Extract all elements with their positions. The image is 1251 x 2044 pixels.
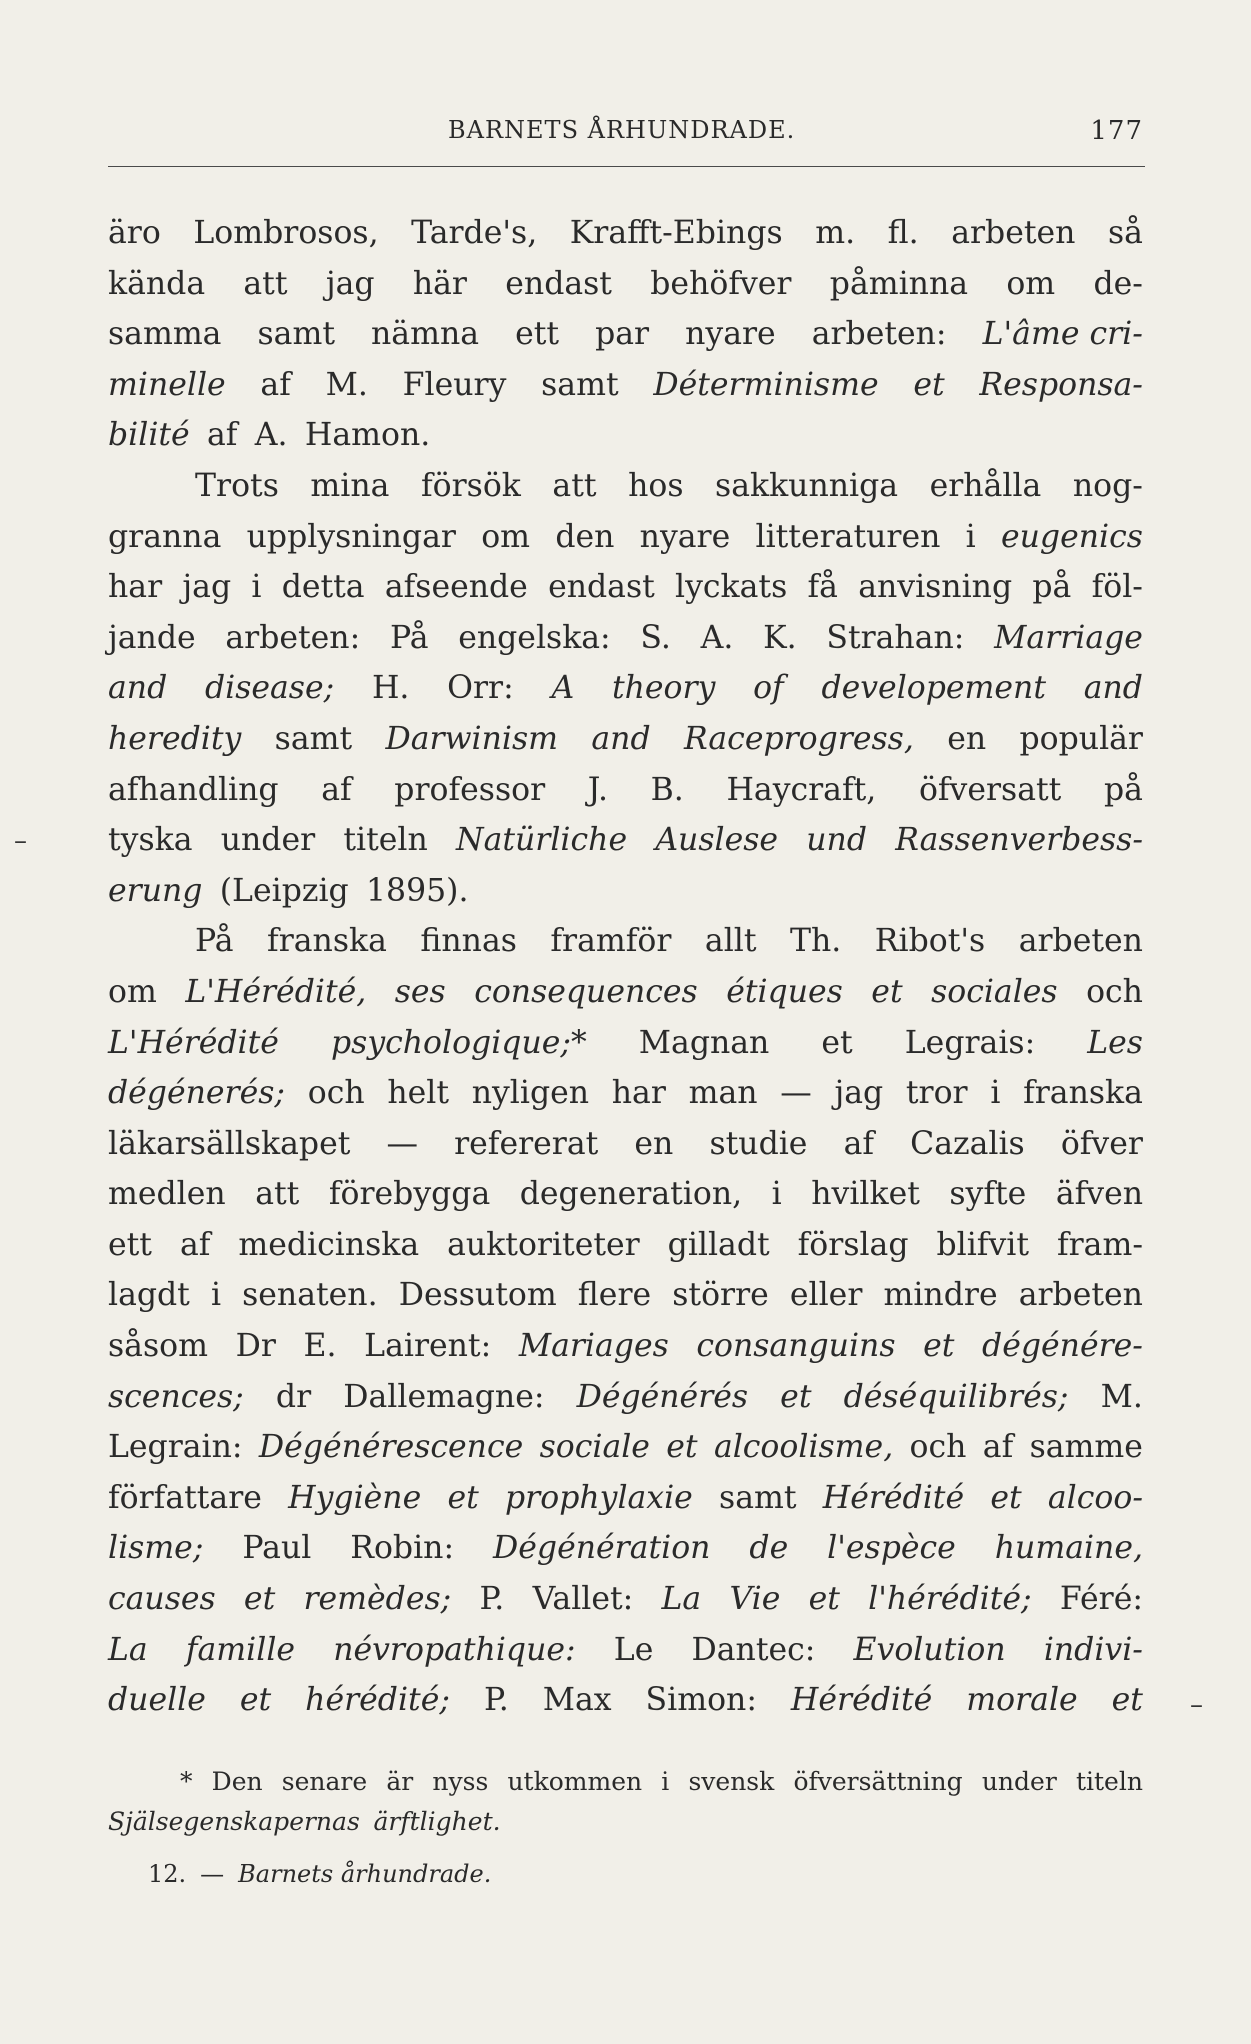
- word: granna: [108, 518, 222, 555]
- word: större: [672, 1277, 769, 1314]
- word: psychologique;*: [330, 1024, 587, 1061]
- word: fl.: [887, 215, 919, 251]
- word: und: [806, 822, 868, 859]
- text-line: [108, 765, 1143, 816]
- word: par: [595, 316, 650, 353]
- word: —: [386, 1125, 418, 1162]
- word: på: [1032, 569, 1072, 606]
- word: att: [243, 265, 288, 302]
- word: Lombrosos,: [193, 215, 379, 251]
- running-head: [108, 116, 1143, 146]
- word: J.: [587, 771, 608, 808]
- word: erung: [108, 872, 203, 909]
- word: H.: [371, 670, 410, 707]
- word: nyss: [432, 1767, 489, 1796]
- word: och: [1086, 973, 1143, 1010]
- word: ses: [394, 973, 446, 1010]
- word: den: [555, 518, 615, 555]
- word: névropathique:: [333, 1631, 576, 1668]
- word: Responsa-: [979, 366, 1143, 403]
- word: Rassenverbess-: [895, 822, 1143, 859]
- word: A: [551, 670, 575, 707]
- word: et: [821, 1024, 853, 1061]
- word: ett: [108, 1226, 152, 1263]
- word: tror: [905, 1075, 968, 1112]
- word: litteraturen: [755, 518, 941, 555]
- word: helt: [387, 1075, 450, 1112]
- text-line: [108, 1762, 1143, 1802]
- word: förslag: [797, 1226, 909, 1263]
- word: hvilket: [811, 1176, 920, 1213]
- word: syfte: [949, 1176, 1027, 1213]
- word: Raceprogress,: [683, 720, 914, 757]
- word: eller: [789, 1277, 863, 1314]
- word: déséquilibrés;: [843, 1378, 1069, 1415]
- word: nämna: [371, 316, 480, 353]
- word: lyckats: [675, 569, 788, 606]
- word: samt: [719, 1479, 797, 1516]
- word: af: [321, 771, 352, 808]
- word: S.: [640, 619, 671, 656]
- word: medlen: [108, 1176, 226, 1213]
- word: duelle: [108, 1682, 206, 1719]
- word: i: [990, 1075, 1001, 1112]
- word: endast: [548, 569, 655, 606]
- text-line: [108, 1422, 1143, 1473]
- word: af: [207, 417, 238, 454]
- text-line: [108, 360, 1143, 411]
- word: om: [1006, 265, 1056, 302]
- word: nyare: [685, 316, 776, 353]
- word: Fleury: [402, 366, 507, 403]
- word: arbeten:: [811, 316, 947, 353]
- word: (Leipzig: [219, 872, 349, 909]
- text-line: [108, 562, 1143, 613]
- word: Hérédité: [790, 1682, 933, 1719]
- word: titeln: [343, 822, 428, 859]
- word: Magnan: [638, 1024, 770, 1061]
- word: tyska: [108, 822, 193, 859]
- word: nyare: [639, 518, 731, 555]
- header-rule: [108, 166, 1145, 167]
- word: et: [447, 1479, 479, 1516]
- word: och: [909, 1429, 967, 1466]
- word: K.: [763, 619, 797, 656]
- word: läkarsällskapet: [108, 1125, 351, 1162]
- text-line: [108, 410, 1143, 461]
- word: causes: [108, 1581, 216, 1618]
- word: Den: [211, 1767, 263, 1796]
- text-line: [108, 259, 1143, 310]
- word: Legrais:: [904, 1024, 1036, 1061]
- word: Dessutom: [398, 1277, 557, 1314]
- word: Orr:: [447, 670, 514, 707]
- word: af: [843, 1125, 875, 1162]
- word: l'hérédité;: [868, 1581, 1032, 1618]
- text-line: [108, 1068, 1143, 1119]
- word: humaine,: [994, 1530, 1143, 1567]
- word: Vallet:: [532, 1581, 634, 1618]
- word: dégénére-: [982, 1328, 1143, 1365]
- word: påminna: [829, 265, 969, 302]
- word: indivi-: [1043, 1631, 1143, 1668]
- word: Max: [542, 1682, 612, 1719]
- word: en: [634, 1125, 674, 1162]
- word: professor: [394, 771, 546, 808]
- word: et: [871, 973, 903, 1010]
- word: scences;: [108, 1378, 244, 1415]
- text-line: [108, 714, 1143, 765]
- word: jag: [834, 1075, 884, 1112]
- body-text: [108, 208, 1143, 1726]
- word: Paul: [242, 1530, 312, 1567]
- word: sakkunniga: [715, 467, 899, 504]
- word: föl-: [1091, 569, 1143, 606]
- word: upplysningar: [246, 518, 456, 555]
- word: Dr: [235, 1328, 276, 1365]
- word: consanguins: [696, 1328, 896, 1365]
- word: dr: [275, 1378, 312, 1415]
- word: medicinska: [238, 1226, 420, 1263]
- word: E.: [303, 1328, 337, 1365]
- word: mina: [310, 467, 390, 504]
- signature-number: 12.: [148, 1860, 187, 1888]
- text-line: [108, 663, 1143, 714]
- word: et: [1111, 1682, 1143, 1719]
- word: På: [389, 619, 429, 656]
- word: populär: [1019, 720, 1143, 757]
- word: et: [923, 1328, 955, 1365]
- word: att: [552, 467, 597, 504]
- word: jag: [182, 569, 232, 606]
- word: detta: [281, 569, 365, 606]
- word: Darwinism: [385, 720, 559, 757]
- word: senaten.: [242, 1277, 378, 1314]
- margin-dash: –: [1190, 1690, 1203, 1720]
- word: afhandling: [108, 771, 279, 808]
- footnote: [108, 1762, 1143, 1842]
- word: blifvit: [936, 1226, 1029, 1263]
- word: arbeten:: [225, 619, 361, 656]
- word: under: [981, 1767, 1057, 1796]
- word: engelska:: [458, 619, 611, 656]
- text-line: [108, 1625, 1143, 1676]
- word: studie: [709, 1125, 808, 1162]
- text-line: [108, 1372, 1143, 1423]
- text-line: [108, 1220, 1143, 1271]
- word: samma: [108, 316, 222, 353]
- word: disease;: [204, 670, 335, 707]
- word: så: [1108, 215, 1143, 251]
- word: i: [661, 1767, 670, 1796]
- text-line: [108, 1321, 1143, 1372]
- word: Marriage: [994, 619, 1143, 656]
- text-line: [108, 309, 1143, 360]
- signature-line: [148, 1860, 491, 1888]
- word: dégénerés;: [108, 1075, 286, 1112]
- word: et: [913, 366, 945, 403]
- word: et: [666, 1429, 698, 1466]
- text-line: [108, 1675, 1143, 1726]
- word: bilité: [108, 417, 190, 454]
- word: hérédité;: [305, 1682, 450, 1719]
- word: Strahan:: [826, 619, 965, 656]
- running-title: BARNETS ÅRHUNDRADE.: [448, 116, 796, 144]
- word: flere: [577, 1277, 652, 1314]
- word: P.: [483, 1682, 509, 1719]
- text-line: [108, 1119, 1143, 1170]
- word: 1895).: [366, 872, 469, 909]
- word: A.: [700, 619, 734, 656]
- word: arbeten: [1018, 923, 1143, 960]
- word: att: [255, 1176, 300, 1213]
- word: öfversatt: [918, 771, 1062, 808]
- word: arbeten: [951, 215, 1076, 251]
- word: Haycraft,: [726, 771, 877, 808]
- word: och: [307, 1075, 365, 1112]
- word: L'Hérédité: [108, 1024, 279, 1061]
- word: nyligen: [471, 1075, 590, 1112]
- word: erhålla: [929, 467, 1042, 504]
- word: et: [780, 1378, 812, 1415]
- word: sociales: [931, 973, 1058, 1010]
- word: försök: [420, 467, 521, 504]
- word: Dégénération: [493, 1530, 711, 1567]
- word: degeneration,: [519, 1176, 743, 1213]
- word: eugenics: [1001, 518, 1143, 555]
- word: af: [179, 1226, 211, 1263]
- word: Cazalis: [910, 1125, 1025, 1162]
- word: få: [807, 569, 838, 606]
- word: författare: [108, 1479, 262, 1516]
- word: franska: [267, 923, 387, 960]
- word: i: [965, 518, 976, 555]
- word: framför: [550, 923, 672, 960]
- word: Dantec:: [691, 1631, 816, 1668]
- signature-title: Barnets århundrade.: [238, 1860, 492, 1888]
- word: l'espèce: [827, 1530, 956, 1567]
- word: äfven: [1055, 1176, 1143, 1213]
- word: alcoo-: [1047, 1479, 1143, 1516]
- word: Robin:: [350, 1530, 455, 1567]
- word: sociale: [539, 1429, 650, 1466]
- text-line: [108, 916, 1143, 967]
- word: Féré:: [1059, 1581, 1143, 1618]
- word: arbeten: [1018, 1277, 1143, 1314]
- word: alcoolisme,: [713, 1429, 894, 1466]
- word: de: [749, 1530, 789, 1567]
- text-line: [108, 1473, 1143, 1524]
- word: and: [1083, 670, 1143, 707]
- word: franska: [1023, 1075, 1143, 1112]
- word: of: [753, 670, 784, 707]
- word: developement: [821, 670, 1046, 707]
- word: étiques: [726, 973, 843, 1010]
- text-line: [108, 815, 1143, 866]
- text-line: [108, 1802, 1143, 1842]
- word: i: [251, 569, 262, 606]
- word: Ribot's: [874, 923, 986, 960]
- word: ärftlighet.: [373, 1807, 501, 1836]
- word: Dallemagne:: [343, 1378, 545, 1415]
- word: öfver: [1060, 1125, 1143, 1162]
- word: La: [661, 1581, 702, 1618]
- word: under: [220, 822, 316, 859]
- word: anvisning: [858, 569, 1013, 606]
- word: äro: [108, 215, 161, 251]
- word: L'âme cri-: [982, 316, 1143, 353]
- word: A.: [254, 417, 288, 454]
- word: Tarde's,: [411, 215, 538, 251]
- word: Déterminisme: [653, 366, 879, 403]
- text-line: [108, 967, 1143, 1018]
- word: de-: [1093, 265, 1143, 302]
- word: Auslese: [655, 822, 779, 859]
- word: refererat: [454, 1125, 599, 1162]
- word: and: [591, 720, 651, 757]
- word: Les: [1087, 1024, 1143, 1061]
- word: svensk: [688, 1767, 775, 1796]
- word: lisme;: [108, 1530, 204, 1567]
- word: om: [108, 973, 157, 1010]
- word: Vie: [729, 1581, 781, 1618]
- word: gilladt: [667, 1226, 770, 1263]
- word: lagdt: [108, 1277, 190, 1314]
- word: mindre: [883, 1277, 998, 1314]
- word: auktoriteter: [447, 1226, 640, 1263]
- word: Lairent:: [364, 1328, 492, 1365]
- word: af: [982, 1429, 1014, 1466]
- word: M.: [325, 366, 368, 403]
- word: samt: [274, 720, 353, 757]
- text-line: [108, 613, 1143, 664]
- word: m.: [815, 215, 856, 251]
- word: här: [412, 265, 467, 302]
- word: på: [1103, 771, 1143, 808]
- margin-dash: –: [14, 826, 27, 856]
- word: Natürliche: [456, 822, 628, 859]
- text-line: [108, 1270, 1143, 1321]
- word: i: [210, 1277, 222, 1314]
- word: utkommen: [507, 1767, 643, 1796]
- word: Dégénérescence: [258, 1429, 524, 1466]
- word: famille: [185, 1631, 296, 1668]
- word: Simon:: [645, 1682, 757, 1719]
- word: kända: [108, 265, 206, 302]
- word: samme: [1029, 1429, 1143, 1466]
- word: jag: [325, 265, 375, 302]
- word: La: [108, 1631, 148, 1668]
- word: et: [990, 1479, 1022, 1516]
- word: titeln: [1075, 1767, 1143, 1796]
- word: hos: [628, 467, 684, 504]
- word: senare: [281, 1767, 368, 1796]
- word: På: [195, 923, 234, 960]
- text-line: [108, 866, 1143, 917]
- word: öfversättning: [793, 1767, 963, 1796]
- word: and: [108, 670, 168, 707]
- word: Hérédité: [822, 1479, 965, 1516]
- word: nog-: [1072, 467, 1143, 504]
- word: consequences: [474, 973, 698, 1010]
- word: Le: [613, 1631, 654, 1668]
- word: et: [239, 1682, 272, 1719]
- word: samt: [541, 366, 619, 403]
- text-line: [108, 1169, 1143, 1220]
- word: behöfver: [650, 265, 792, 302]
- word: har: [611, 1075, 666, 1112]
- word: förebygga: [328, 1176, 491, 1213]
- text-line: [108, 208, 1143, 259]
- word: Själsegenskapernas: [108, 1807, 360, 1836]
- word: fram-: [1056, 1226, 1143, 1263]
- word: Th.: [790, 923, 842, 960]
- word: samt: [257, 316, 335, 353]
- word: endast: [505, 265, 612, 302]
- word: Legrain:: [108, 1429, 243, 1466]
- word: Trots: [195, 467, 279, 504]
- word: theory: [611, 670, 716, 707]
- word: man: [688, 1075, 758, 1112]
- text-line: [108, 1523, 1143, 1574]
- word: om: [481, 518, 531, 555]
- word: Mariages: [518, 1328, 669, 1365]
- word: en: [947, 720, 987, 757]
- word: i: [771, 1176, 782, 1213]
- word: Krafft-Ebings: [569, 215, 783, 251]
- word: remèdes;: [303, 1581, 452, 1618]
- word: *: [180, 1767, 193, 1796]
- word: Hamon.: [304, 417, 431, 454]
- word: jande: [108, 619, 196, 656]
- signature-dash: —: [200, 1860, 225, 1888]
- text-line: [108, 1018, 1143, 1069]
- text-line: [108, 461, 1143, 512]
- word: afseende: [384, 569, 528, 606]
- word: —: [780, 1075, 812, 1112]
- word: allt: [704, 923, 757, 960]
- word: minelle: [108, 366, 226, 403]
- word: M.: [1100, 1378, 1143, 1415]
- text-line: [108, 1574, 1143, 1625]
- word: är: [386, 1767, 414, 1796]
- page-number: 177: [1090, 116, 1143, 146]
- word: ett: [515, 316, 560, 353]
- word: et: [808, 1581, 840, 1618]
- word: Hygiène: [288, 1479, 422, 1516]
- word: af: [260, 366, 291, 403]
- word: heredity: [108, 720, 242, 757]
- word: B.: [650, 771, 684, 808]
- text-line: [108, 512, 1143, 563]
- word: prophylaxie: [505, 1479, 693, 1516]
- word: Dégénérés: [576, 1378, 749, 1415]
- word: har: [108, 569, 163, 606]
- word: Evolution: [853, 1631, 1006, 1668]
- word: finnas: [420, 923, 517, 960]
- word: såsom: [108, 1328, 208, 1365]
- word: P.: [479, 1581, 505, 1618]
- word: et: [243, 1581, 276, 1618]
- word: morale: [966, 1682, 1078, 1719]
- word: L'Hérédité,: [185, 973, 367, 1010]
